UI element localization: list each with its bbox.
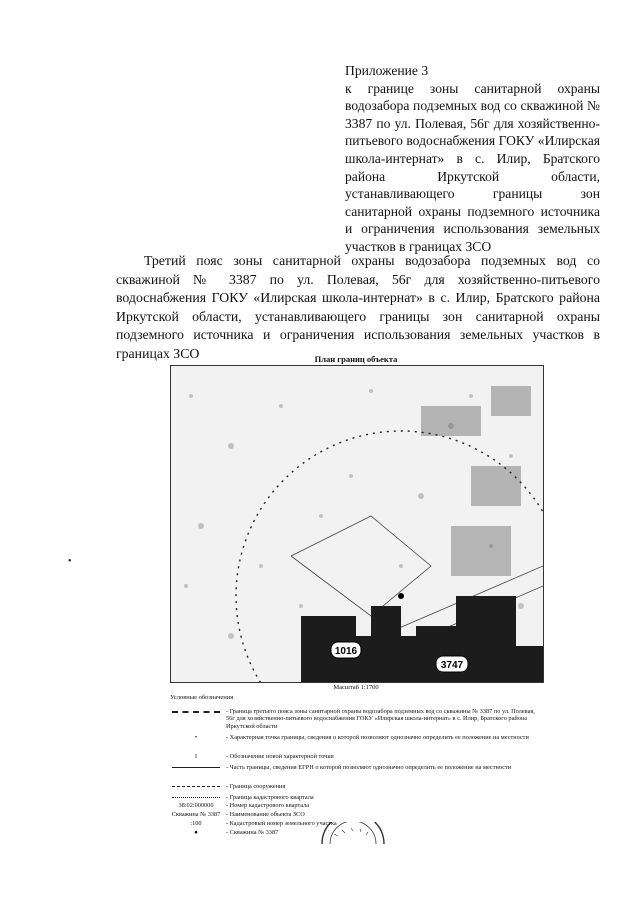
legend-text: - Кадастровый номер земельного участка (226, 820, 337, 827)
legend-symbol: 1 (194, 753, 198, 760)
svg-text:1016: 1016 (334, 646, 358, 657)
legend-symbol: ● (194, 829, 198, 836)
legend-symbol (170, 794, 222, 801)
plan-map (170, 365, 544, 683)
plan-scale: Масштаб 1:1700 (333, 684, 379, 691)
legend-symbol: :100 (190, 820, 202, 827)
legend-symbol: 38:02:000000 (178, 802, 214, 809)
legend-text: - Характерная точка границы, сведения о которой позволяют однозначно определить ее положение на местности (226, 734, 529, 741)
legend-symbol: Скважина № 3387 (171, 811, 221, 818)
well-marker (398, 593, 404, 599)
appendix-heading: Приложение 3 (345, 63, 429, 78)
legend-symbol: • (194, 734, 198, 741)
parcel-label-b (436, 656, 468, 672)
legend-text: - Обозначение новой характерной точки (226, 753, 334, 760)
legend-text: - Граница третьего пояса зоны санитарной охраны водозабора подземных вод со скважины № 3387 по ул. Полевая, 56г для хозяйственно-питьевого водоснабжения ГОКУ «Илирская школа-интернат» в с. Илир, Братского района Иркутской области (226, 708, 535, 730)
svg-text:3747: 3747 (440, 660, 464, 671)
intro-paragraph: Третий пояс зоны санитарной охраны водозабора подземных вод со скважиной № 3387 по ул. Полевая, 56г для хозяйственно-питьевого водоснабжения ГОКУ «Илирская школа-интернат» в с. Илир, Братского района Иркутской области, устанавливающего границы зон санитарной охраны подземного источника и ограничения использования земельных участков в границах ЗСО (116, 253, 600, 361)
legend-text: - Граница кадастрового квартала (226, 794, 314, 801)
legend-text: - Скважина № 3387 (226, 829, 279, 836)
seal-stamp (318, 822, 388, 844)
legend-symbol (170, 708, 222, 715)
plan-map-image (171, 366, 543, 682)
legend-title: Условные обозначения (170, 694, 234, 701)
appendix-text: к границе зоны санитарной охраны водозабора подземных вод со скважиной № 3387 по ул. Полевая, 56г для хозяйственно-питьевого водоснабжения ГОКУ «Илирская школа-интернат» в с. Илир, Братского района Иркутской области, устанавливающего границы зон санитарной охраны подземного источника и ограничения использования земельных участков в границах ЗСО (345, 80, 600, 254)
legend-symbol (170, 764, 222, 771)
legend-text: - Граница сооружения (226, 783, 286, 790)
legend-text: - Наименование объекта ЗСО (226, 811, 305, 818)
legend-text: - Часть границы, сведения ЕГРН о которой позволяют однозначно определить ее положение на местности (226, 764, 512, 771)
legend-text: - Номер кадастрового квартала (226, 802, 310, 809)
parcel-label-a (331, 642, 361, 658)
margin-dot: • (68, 556, 72, 567)
plan-title: План границ объекта (314, 354, 398, 364)
legend-symbol (170, 783, 222, 790)
appendix-block (345, 62, 600, 256)
